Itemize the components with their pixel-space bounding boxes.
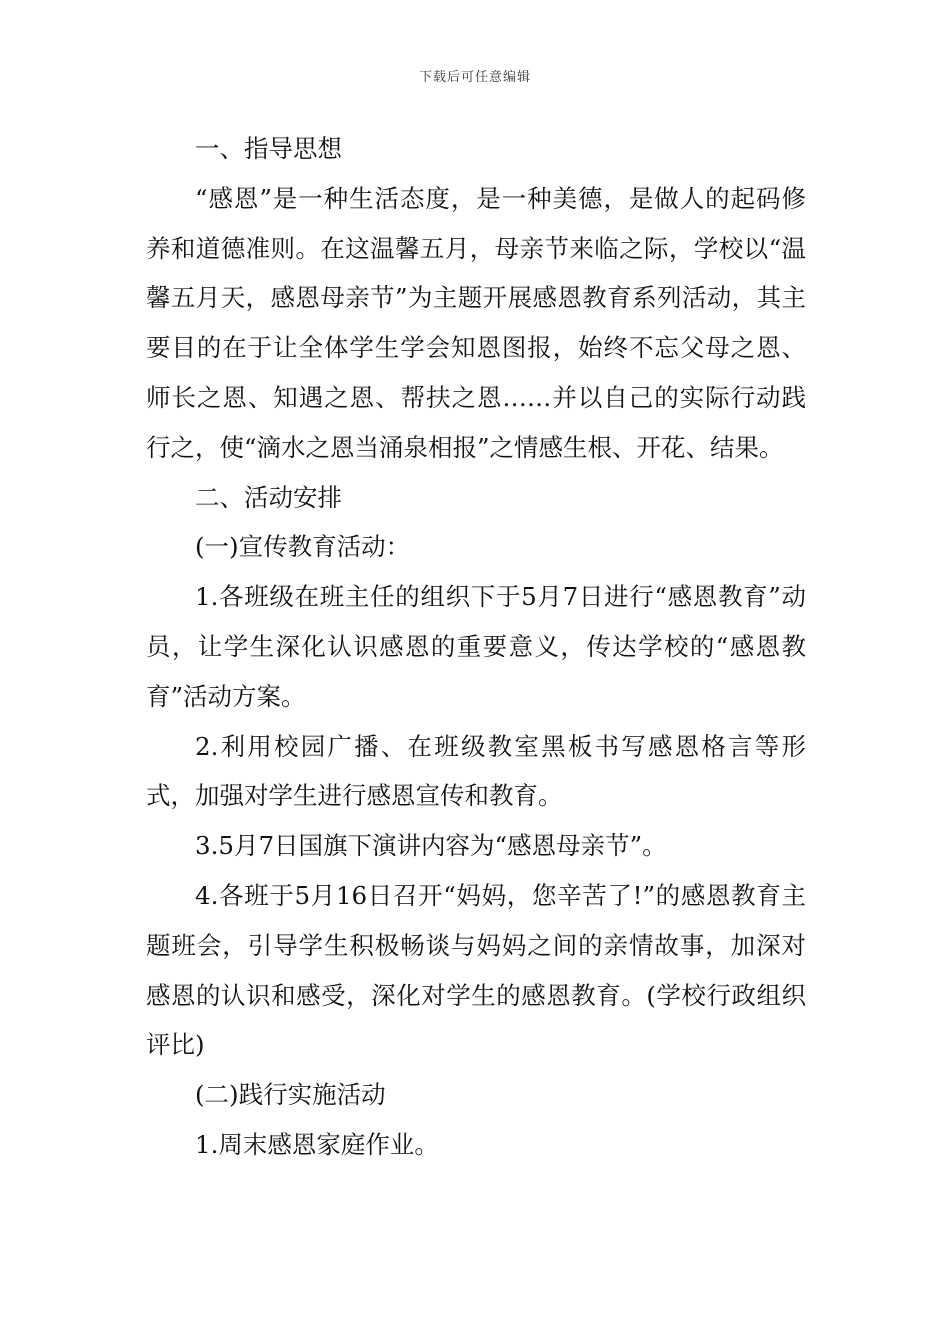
section-heading-activity-arrangement: 二、活动安排 bbox=[195, 482, 342, 512]
list-item-practice-1: 1.周末感恩家庭作业。 bbox=[195, 1129, 439, 1159]
subsection-heading-publicity: (一)宣传教育活动： bbox=[195, 532, 411, 562]
section-heading-guiding-idea: 一、指导思想 bbox=[195, 134, 342, 163]
list-item-4: 4.各班于5月16日召开“妈妈，您辛苦了!”的感恩教育主题班会，引导学生积极畅谈与妈妈之间的亲情故事，加深对感恩的认识和感受，深化对学生的感恩教育。(学校行政组织评比) bbox=[146, 880, 806, 1060]
document-body bbox=[146, 124, 806, 1170]
paragraph-gratitude-intro: “感恩”是一种生活态度，是一种美德，是做人的起码修养和道德准则。在这温馨五月，母亲节来临之际，学校以“温馨五月天，感恩母亲节”为主题开展感恩教育系列活动，其主要目的在于让全体学生学会知恩图报，始终不忘父母之恩、师长之恩、知遇之恩、帮扶之恩……并以自己的实际行动践行之，使“滴水之恩当涌泉相报”之情感生根、开花、结果。 bbox=[146, 183, 806, 462]
subsection-heading-practice: (二)践行实施活动 bbox=[195, 1080, 386, 1110]
list-item-3: 3.5月7日国旗下演讲内容为“感恩母亲节”。 bbox=[195, 831, 667, 861]
list-item-1: 1.各班级在班主任的组织下于5月7日进行“感恩教育”动员，让学生深化认识感恩的重要意义，传达学校的“感恩教育”活动方案。 bbox=[146, 582, 806, 711]
list-item-2: 2.利用校园广播、在班级教室黑板书写感恩格言等形式，加强对学生进行感恩宣传和教育。 bbox=[146, 731, 806, 811]
header-note: 下载后可任意编辑 bbox=[418, 70, 531, 85]
